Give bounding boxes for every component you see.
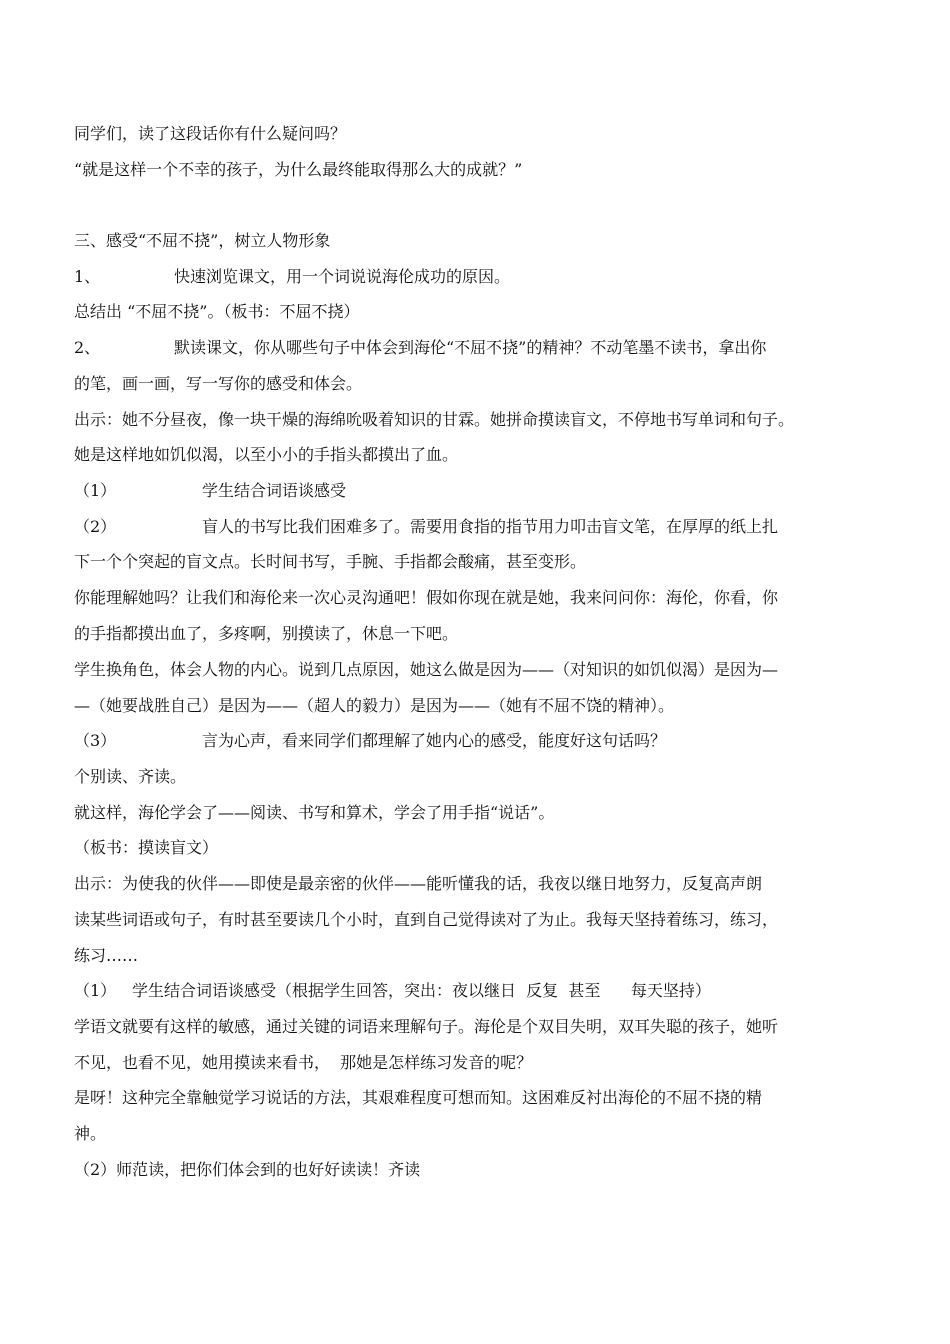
intro-quote: “就是这样一个不幸的孩子，为什么最终能取得那么大的成就？” [74, 160, 523, 179]
role-change-line-2: —（她要战胜自己）是因为——（超人的毅力）是因为——（她有不屈不饶的精神）。 [74, 696, 675, 715]
sub-item-number: （2） [74, 517, 117, 536]
list-item-number: 1、 [74, 267, 101, 286]
sub-item-3 [74, 730, 667, 752]
sub-item-4 [74, 980, 711, 1002]
excerpt-2-line-1: 出示：为使我的伙伴——即使是最亲密的伙伴——能听懂我的话，我夜以继日地努力，反复高声朗 [74, 874, 763, 893]
dialogue-line-1: 你能理解她吗？让我们和海伦来一次心灵沟通吧！假如你现在就是她，我来问问你：海伦，你看，你 [74, 588, 779, 607]
sub-item-number: （1） [74, 481, 117, 500]
sensitivity-line-1: 学语文就要有这样的敏感，通过关键的词语来理解句子。海伦是个双目失明，双耳失聪的孩子，她听 [74, 1017, 779, 1036]
sensitivity-line-2: 不见，也看不见，她用摸读来看书， 那她是怎样练习发音的呢？ [74, 1053, 533, 1072]
sub-item-text: 学生结合词语谈感受 [202, 481, 347, 500]
reading-modes: 个别读、齐读。 [74, 767, 187, 786]
sub-item-text: 盲人的书写比我们困难多了。需要用食指的指节用力叩击盲文笔，在厚厚的纸上扎 [202, 517, 779, 536]
intro-question: 同学们，读了这段话你有什么疑问吗？ [74, 124, 347, 143]
excerpt-2-line-3: 练习…… [74, 946, 139, 965]
section-heading: 三、感受“不屈不挠”，树立人物形象 [74, 231, 331, 250]
sub-item-5: （2）师范读，把你们体会到的也好好读读！齐读 [74, 1160, 421, 1179]
sub-item-1 [74, 480, 347, 502]
list-item-number: 2、 [74, 338, 101, 357]
sub-item-text: 学生结合词语谈感受（根据学生回答，突出：夜以继日 反复 甚至 每天坚持） [132, 981, 711, 1000]
excerpt-1-line-1: 出示：她不分昼夜，像一块干燥的海绵吮吸着知识的甘霖。她拼命摸读盲文，不停地书写单词和句子。 [74, 410, 795, 429]
summary-line: 总结出 “不屈不挠”。（板书：不屈不挠） [74, 302, 360, 321]
list-item-text: 默读课文，你从哪些句子中体会到海伦“不屈不挠”的精神？不动笔墨不读书，拿出你 [174, 338, 767, 357]
excerpt-2-line-2: 读某些词语或句子，有时甚至要读几个小时，直到自己觉得读对了为止。我每天坚持着练习，练习， [74, 910, 779, 929]
sub-item-text: 言为心声，看来同学们都理解了她内心的感受，能度好这句话吗？ [202, 731, 667, 750]
list-item-2-continued: 的笔，画一画，写一写你的感受和体会。 [74, 374, 363, 393]
sub-item-2 [74, 516, 779, 538]
conclusion-line-1: 是呀！这种完全靠触觉学习说话的方法，其艰难程度可想而知。这困难反衬出海伦的不屈不挠的精 [74, 1088, 763, 1107]
list-item-text: 快速浏览课文，用一个词说说海伦成功的原因。 [174, 267, 511, 286]
sub-item-number: （1） [74, 981, 117, 1000]
conclusion-line-2: 神。 [74, 1124, 107, 1143]
list-item-1 [74, 266, 511, 288]
list-item-2 [74, 337, 767, 359]
board-note: （板书：摸读盲文） [74, 838, 219, 857]
sub-item-2-continued: 下一个个突起的盲文点。长时间书写，手腕、手指都会酸痛，甚至变形。 [74, 552, 587, 571]
dialogue-line-2: 的手指都摸出血了，多疼啊，别摸读了，休息一下吧。 [74, 624, 459, 643]
excerpt-1-line-2: 她是这样地如饥似渴，以至小小的手指头都摸出了血。 [74, 445, 459, 464]
sub-item-number: （3） [74, 731, 117, 750]
learned-line: 就这样，海伦学会了——阅读、书写和算术，学会了用手指“说话”。 [74, 803, 555, 822]
role-change-line-1: 学生换角色，体会人物的内心。说到几点原因，她这么做是因为——（对知识的如饥似渴）是因为— [74, 660, 779, 679]
